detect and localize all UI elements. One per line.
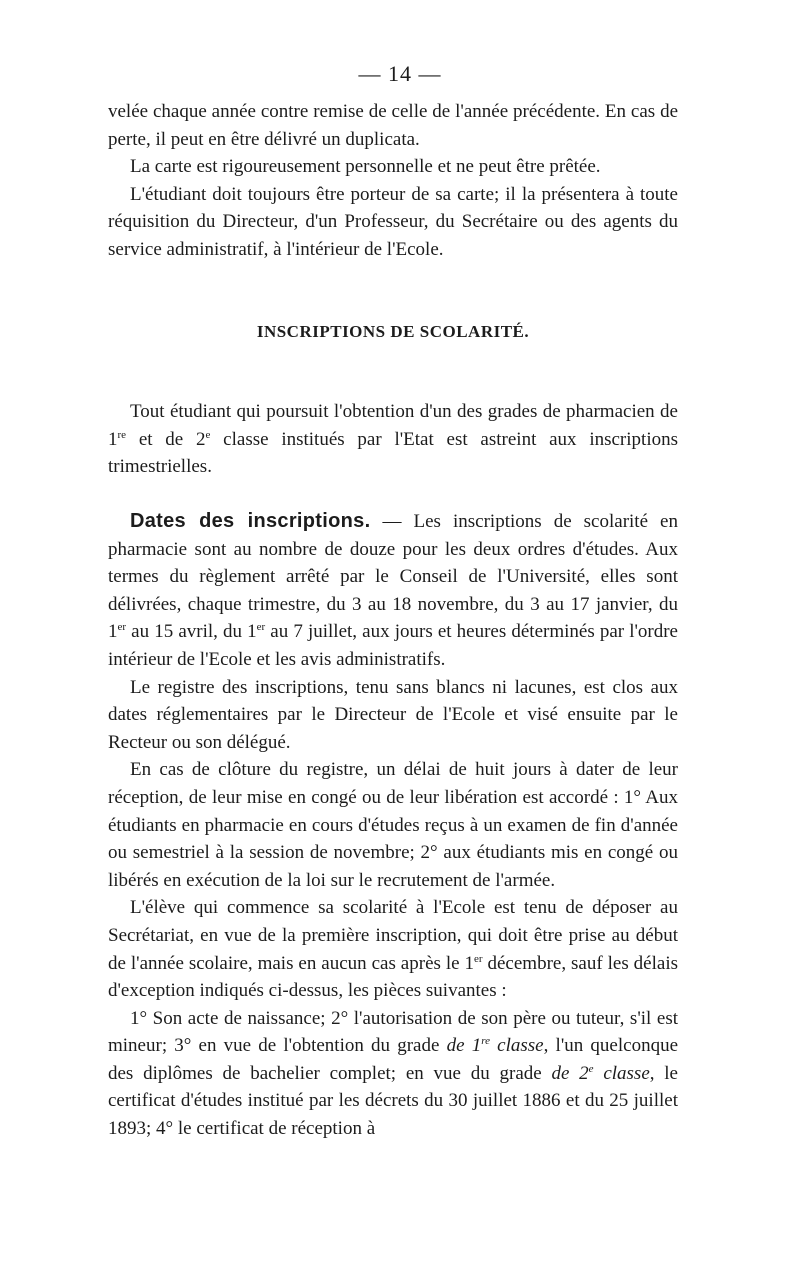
section-heading: INSCRIPTIONS DE SCOLARITÉ. bbox=[256, 322, 530, 341]
paragraph-registre: Le registre des inscriptions, tenu sans blancs ni lacunes, est clos aux dates réglementaires par le Directeur de l'Ecole et visé ensuite par le Recteur ou son délégué. bbox=[108, 676, 678, 753]
paragraph-eleve: L'élève qui commence sa scolarité à l'Ecole est tenu de déposer au Secrétariat, en vue de la première inscription, qui doit être prise au début de l'année scolaire, mais en aucun cas après le 1er décembre, sauf les délais d'exception indiqués ci-dessus, les pièces suivantes : bbox=[108, 897, 678, 1002]
dates-section bbox=[108, 508, 678, 1143]
intro-section bbox=[108, 398, 678, 481]
dates-run-in-title: Dates des inscriptions. bbox=[130, 510, 371, 532]
carte-section bbox=[108, 98, 678, 264]
paragraph-cloture: En cas de clôture du registre, un délai de huit jours à dater de leur réception, de leur mise en congé ou de leur libération est accordé : 1° Aux étudiants en pharmacie en cours d'études reçus à un examen de fin d'année ou semestriel à la session de novembre; 2° aux étudiants mis en congé ou libérés en exécution de la loi sur le recrutement de l'armée. bbox=[108, 759, 678, 891]
paragraph-pieces: 1° Son acte de naissance; 2° l'autorisation de son père ou tuteur, s'il est mineur; 3° en vue de l'obtention du grade de 1re classe, l'un quelconque des diplômes de bachelier complet; en vue du grade de 2e classe, le certificat d'études institué par les décrets du 30 juillet 1886 et du 25 juillet 1893; 4° le certificat de réception à bbox=[108, 1007, 679, 1140]
paragraph-carte-renouvellement: velée chaque année contre remise de celle de l'année précédente. En cas de perte, il peut en être délivré un duplicata. bbox=[108, 101, 678, 150]
page-number: — 14 — bbox=[358, 61, 442, 86]
paragraph-intro: Tout étudiant qui poursuit l'obtention d'un des grades de pharmacien de 1re et de 2e classe institués par l'Etat est astreint aux inscriptions trimestrielles. bbox=[108, 401, 678, 478]
paragraph-carte-porteur: L'étudiant doit toujours être porteur de sa carte; il la présentera à toute réquisition du Directeur, d'un Professeur, du Secrétaire ou des agents du service administratif, à l'intérieur de l'Ecole. bbox=[108, 183, 678, 260]
paragraph-dates: Dates des inscriptions. — Les inscriptions de scolarité en pharmacie sont au nombre de douze pour les deux ordres d'études. Aux termes du règlement arrêté par le Conseil de l'Université, elles sont délivrées, chaque trimestre, du 3 au 18 novembre, du 3 au 17 janvier, du 1er au 15 avril, du 1er au 7 juillet, aux jours et heures déterminés par l'ordre intérieur de l'Ecole et les avis administratifs. bbox=[108, 510, 678, 670]
paragraph-carte-personnelle: La carte est rigoureusement personnelle et ne peut être prêtée. bbox=[130, 156, 601, 178]
